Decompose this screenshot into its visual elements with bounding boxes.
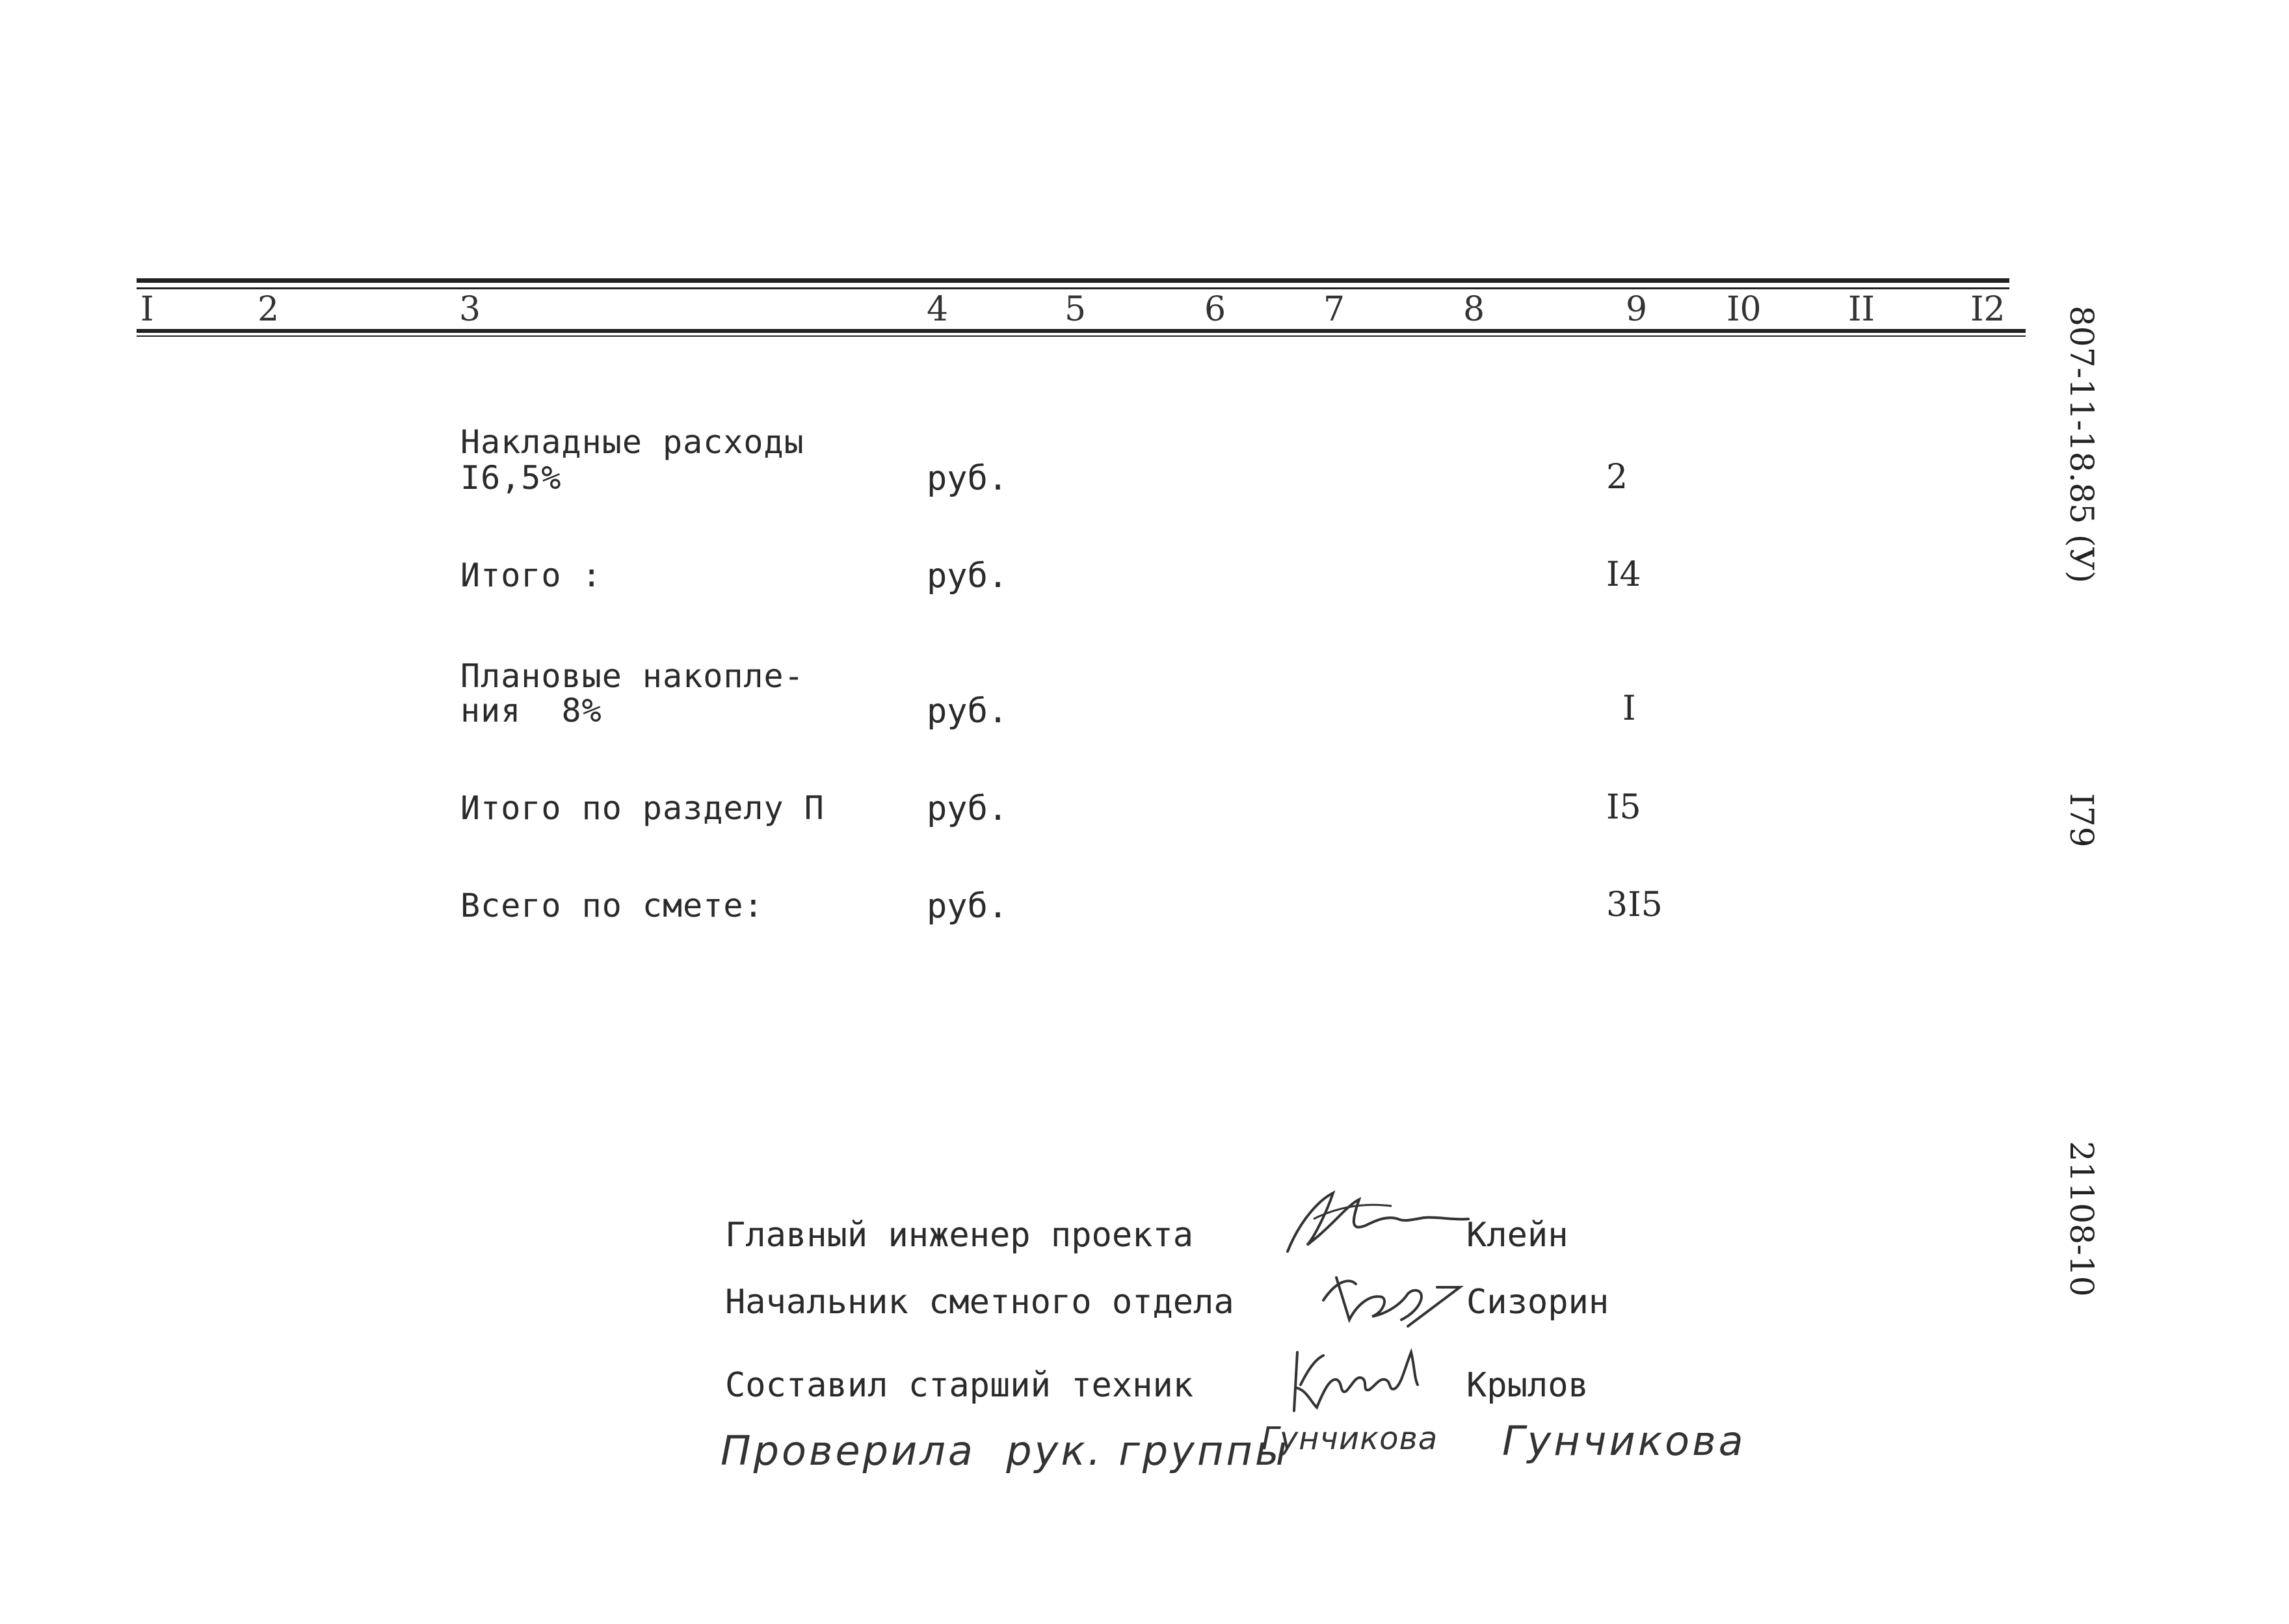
side-inventory-number: 21108-10	[2063, 1141, 2100, 1297]
handwritten-signature-icon	[1275, 1180, 1470, 1258]
row-unit: руб.	[927, 692, 1009, 731]
header-rule-top-thin	[137, 287, 2009, 289]
row-label-line: Итого по разделу П	[460, 789, 825, 827]
column-number: 2	[258, 290, 280, 329]
column-number: 4	[927, 290, 949, 329]
column-number: 8	[1463, 290, 1485, 329]
handwritten-signature-text: Гунчикова	[1262, 1421, 1438, 1457]
signature-title: Составил старший техник	[725, 1366, 1194, 1405]
row-label-line: I6,5%	[460, 459, 562, 497]
handwritten-signature-icon	[1284, 1339, 1427, 1417]
column-number: 3	[459, 290, 481, 329]
column-number: 7	[1323, 290, 1345, 329]
side-page-number: I79	[2063, 793, 2100, 848]
row-label-line: Итого :	[460, 557, 602, 594]
row-label-line: ния 8%	[460, 692, 602, 729]
row-value: I4	[1606, 555, 1641, 594]
column-number: I0	[1727, 290, 1762, 329]
row-unit: руб.	[927, 557, 1009, 596]
row-label-line: Всего по смете:	[460, 887, 764, 924]
signature-title: Главный инженер проекта	[725, 1216, 1194, 1255]
header-rule-top-thick	[137, 278, 2009, 283]
column-number: I	[140, 290, 154, 329]
column-number: 9	[1626, 290, 1648, 329]
signature-name: Крылов	[1466, 1366, 1589, 1405]
row-unit: руб.	[927, 789, 1009, 828]
handwritten-signature-icon	[1310, 1268, 1466, 1333]
row-unit: руб.	[927, 459, 1009, 498]
signature-name: Клейн	[1466, 1216, 1568, 1255]
header-rule-bottom-thick	[137, 329, 2026, 333]
row-value: I	[1622, 689, 1636, 728]
signature-name: Сизорин	[1466, 1283, 1609, 1322]
side-doc-code: 807-11-18.85 (У)	[2063, 306, 2100, 584]
row-label-line: Плановые накопле-	[460, 657, 804, 695]
row-value: I5	[1606, 788, 1641, 827]
row-value: 3I5	[1606, 885, 1663, 924]
handwritten-title: Проверила рук. группы	[721, 1427, 1290, 1474]
column-number: 6	[1204, 290, 1226, 329]
column-number: I2	[1970, 290, 2005, 329]
row-value: 2	[1606, 458, 1628, 497]
signature-title: Начальник сметного отдела	[725, 1283, 1234, 1322]
handwritten-name: Гунчикова	[1502, 1417, 1746, 1465]
column-number: 5	[1065, 290, 1087, 329]
row-label-line: Накладные расходы	[460, 423, 804, 461]
row-unit: руб.	[927, 887, 1009, 926]
header-rule-bottom-thin	[137, 335, 2026, 337]
column-number: II	[1848, 290, 1875, 329]
